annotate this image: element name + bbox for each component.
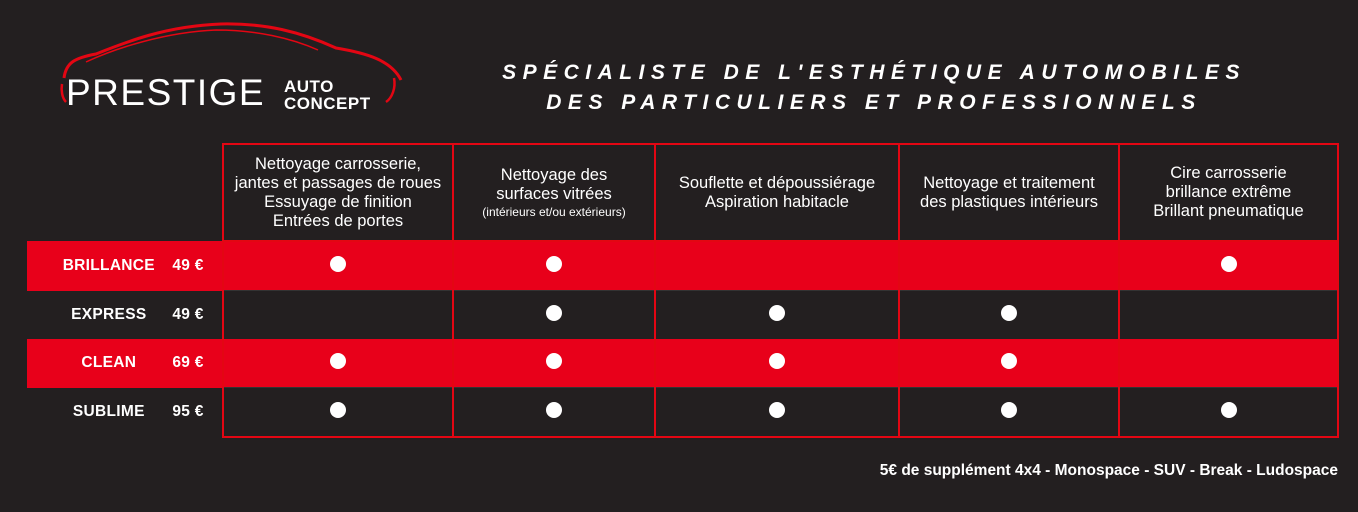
column-header-line: des plastiques intérieurs: [920, 192, 1098, 211]
table-cell: [1119, 291, 1338, 340]
package-price: 49 €: [172, 305, 204, 323]
table-corner: [27, 144, 223, 241]
column-header-line: brillance extrême: [1165, 183, 1292, 201]
included-dot-icon: [546, 402, 562, 418]
column-header-4: [899, 144, 1119, 241]
table-cell: [899, 291, 1119, 340]
column-header-note: (intérieurs et/ou extérieurs): [482, 204, 626, 219]
table-cell: [899, 388, 1119, 438]
column-header-2: [453, 144, 655, 241]
table-row: [27, 241, 1338, 291]
table-row: [27, 291, 1338, 340]
table-cell: [655, 339, 899, 388]
package-label: [27, 339, 223, 388]
table-cell: [899, 241, 1119, 291]
included-dot-icon: [769, 402, 785, 418]
included-dot-icon: [769, 305, 785, 321]
table-cell: [1119, 241, 1338, 291]
column-header-line: Nettoyage et traitement: [923, 173, 1095, 192]
logo: [56, 18, 416, 118]
included-dot-icon: [1221, 256, 1237, 272]
included-dot-icon: [1001, 353, 1017, 369]
column-header-line: Cire carrosserie: [1170, 164, 1287, 182]
logo-brand: PRESTIGE: [66, 72, 266, 113]
column-header-line: surfaces vitrées: [496, 184, 612, 203]
table-cell: [223, 339, 453, 388]
services-table: [27, 143, 1339, 438]
tagline-line1: SPÉCIALISTE DE L'ESTHÉTIQUE AUTOMOBILES: [502, 61, 1246, 84]
included-dot-icon: [1221, 402, 1237, 418]
package-name: CLEAN: [81, 354, 137, 372]
logo-subtitle: [284, 78, 371, 112]
table-cell: [223, 241, 453, 291]
table-cell: [1119, 388, 1338, 438]
package-name: SUBLIME: [72, 403, 145, 421]
column-header-line: Nettoyage carrosserie,: [255, 154, 421, 173]
package-name: BRILLANCE: [62, 256, 155, 274]
table-header-row: [27, 144, 1338, 241]
included-dot-icon: [769, 353, 785, 369]
table-cell: [223, 388, 453, 438]
package-price: 95 €: [172, 403, 204, 421]
included-dot-icon: [1001, 402, 1017, 418]
included-dot-icon: [330, 256, 346, 272]
included-dot-icon: [330, 353, 346, 369]
package-label: [27, 388, 223, 438]
table-cell: [453, 291, 655, 340]
column-header-5: [1119, 144, 1338, 241]
column-header-line: Entrées de portes: [272, 211, 404, 230]
column-header-1: [223, 144, 453, 241]
table-cell: [655, 241, 899, 291]
column-header-line: Souflette et dépoussiérage: [678, 173, 876, 192]
table-cell: [655, 291, 899, 340]
included-dot-icon: [1001, 305, 1017, 321]
tagline: [434, 58, 1314, 118]
table-cell: [899, 339, 1119, 388]
column-header-line: Aspiration habitacle: [704, 192, 849, 211]
package-label: [27, 241, 223, 291]
included-dot-icon: [546, 353, 562, 369]
column-header-line: Brillant pneumatique: [1153, 202, 1304, 220]
logo-sub-line1: AUTO: [284, 77, 334, 96]
included-dot-icon: [546, 256, 562, 272]
column-header-line: jantes et passages de roues: [234, 173, 442, 192]
column-header-line: Essuyage de finition: [264, 192, 412, 211]
table-cell: [655, 388, 899, 438]
package-price: 69 €: [172, 354, 204, 372]
table-cell: [453, 388, 655, 438]
package-label: [27, 291, 223, 340]
tagline-line2: DES PARTICULIERS ET PROFESSIONNELS: [546, 91, 1202, 114]
package-name: EXPRESS: [71, 305, 147, 323]
table-row: [27, 339, 1338, 388]
included-dot-icon: [330, 402, 346, 418]
table-cell: [453, 339, 655, 388]
logo-sub-line2: CONCEPT: [284, 94, 371, 113]
table-cell: [1119, 339, 1338, 388]
included-dot-icon: [546, 305, 562, 321]
table-cell: [453, 241, 655, 291]
table-row: [27, 388, 1338, 438]
column-header-3: [655, 144, 899, 241]
column-header-line: Nettoyage des: [500, 165, 608, 184]
footer-note: 5€ de supplément 4x4 - Monospace - SUV - Break - Ludospace: [879, 462, 1338, 479]
package-price: 49 €: [172, 256, 204, 274]
table-cell: [223, 291, 453, 340]
